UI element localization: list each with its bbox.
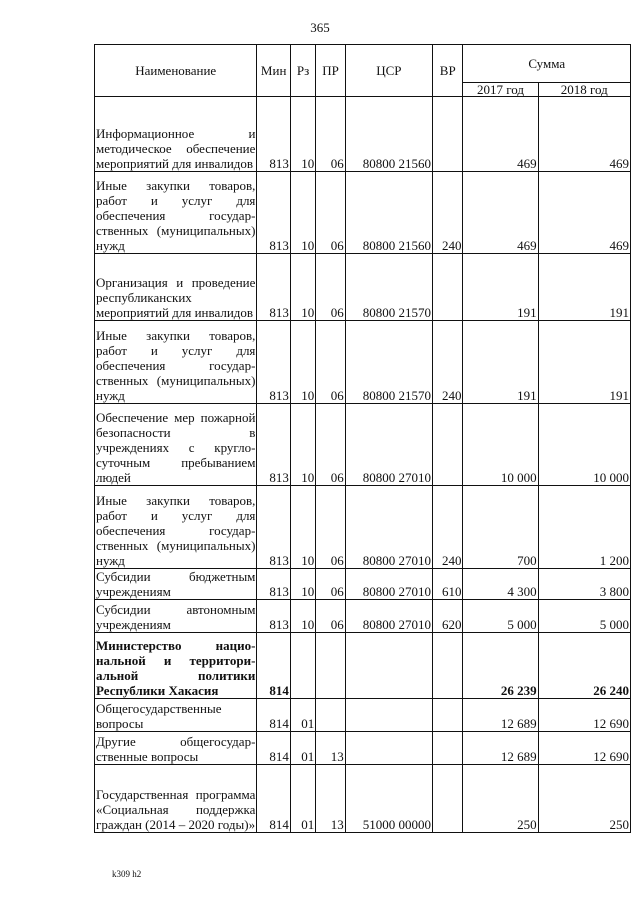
cell-sum-2018: 1 200 bbox=[538, 486, 630, 569]
cell-min: 813 bbox=[257, 254, 291, 321]
cell-rz bbox=[290, 633, 315, 699]
cell-csr bbox=[345, 699, 432, 732]
cell-sum-2018: 469 bbox=[538, 172, 630, 254]
cell-pr: 06 bbox=[316, 254, 345, 321]
cell-pr: 06 bbox=[316, 569, 345, 600]
cell-name: Информационное и методическое обеспечение мероприятий для инвалидов bbox=[95, 97, 257, 172]
cell-sum-2018: 12 690 bbox=[538, 732, 630, 765]
cell-csr: 80800 27010 bbox=[345, 486, 432, 569]
footer-code: k309 h2 bbox=[112, 869, 142, 879]
table-row bbox=[95, 699, 631, 732]
header-2017: 2017 год bbox=[463, 83, 538, 97]
cell-sum-2017: 10 000 bbox=[463, 404, 538, 486]
cell-sum-2018: 5 000 bbox=[538, 600, 630, 633]
cell-name: Иные закупки товаров, работ и услуг для обеспечения государственных (муниципальных) нужд bbox=[95, 172, 257, 254]
cell-csr: 80800 27010 bbox=[345, 569, 432, 600]
header-name: Наименование bbox=[95, 45, 257, 97]
cell-csr bbox=[345, 633, 432, 699]
cell-name: Другие общегосударственные вопросы bbox=[95, 732, 257, 765]
cell-pr: 06 bbox=[316, 600, 345, 633]
header-min: Мин bbox=[257, 45, 291, 97]
cell-rz: 10 bbox=[290, 172, 315, 254]
cell-min: 813 bbox=[257, 172, 291, 254]
cell-min: 814 bbox=[257, 633, 291, 699]
table-row bbox=[95, 569, 631, 600]
cell-sum-2017: 191 bbox=[463, 254, 538, 321]
cell-vr: 240 bbox=[433, 486, 463, 569]
table-body bbox=[95, 97, 631, 833]
cell-min: 814 bbox=[257, 699, 291, 732]
cell-vr bbox=[433, 732, 463, 765]
table-row bbox=[95, 321, 631, 404]
cell-csr bbox=[345, 732, 432, 765]
cell-min: 813 bbox=[257, 321, 291, 404]
cell-sum-2018: 469 bbox=[538, 97, 630, 172]
cell-name: Субсидии бюджетным учреждениям bbox=[96, 569, 256, 599]
cell-vr: 620 bbox=[433, 600, 463, 633]
cell-vr: 240 bbox=[433, 321, 463, 404]
cell-sum-2017: 12 689 bbox=[463, 699, 538, 732]
cell-vr bbox=[433, 699, 463, 732]
cell-rz: 01 bbox=[290, 699, 315, 732]
cell-rz: 01 bbox=[290, 732, 315, 765]
cell-sum-2018: 191 bbox=[538, 254, 630, 321]
cell-pr: 13 bbox=[316, 732, 345, 765]
cell-rz: 10 bbox=[290, 486, 315, 569]
cell-csr: 80800 27010 bbox=[345, 404, 432, 486]
cell-vr: 610 bbox=[433, 569, 463, 600]
cell-vr bbox=[433, 404, 463, 486]
cell-sum-2017: 26 239 bbox=[463, 633, 538, 699]
cell-vr: 240 bbox=[433, 172, 463, 254]
cell-sum-2017: 250 bbox=[463, 765, 538, 833]
cell-csr: 51000 00000 bbox=[345, 765, 432, 833]
cell-min: 813 bbox=[257, 600, 291, 633]
cell-pr bbox=[316, 633, 345, 699]
cell-name: Общегосударственные вопросы bbox=[95, 699, 257, 732]
table-row bbox=[95, 172, 631, 254]
cell-rz: 10 bbox=[290, 321, 315, 404]
table-row bbox=[95, 404, 631, 486]
cell-sum-2018: 250 bbox=[538, 765, 630, 833]
cell-sum-2017: 700 bbox=[463, 486, 538, 569]
cell-name: Обеспечение мер пожарной безопасности в учреждениях с круглосуточным пребыванием людей bbox=[95, 404, 257, 486]
cell-min: 813 bbox=[257, 404, 291, 486]
cell-vr bbox=[433, 254, 463, 321]
cell-rz: 10 bbox=[290, 97, 315, 172]
cell-rz: 10 bbox=[290, 254, 315, 321]
header-rz: Рз bbox=[290, 45, 315, 97]
cell-pr: 06 bbox=[316, 404, 345, 486]
cell-sum-2018: 191 bbox=[538, 321, 630, 404]
page-number: 365 bbox=[310, 20, 330, 35]
cell-csr: 80800 21570 bbox=[345, 254, 432, 321]
cell-name: Иные закупки товаров, работ и услуг для обеспечения государственных (муниципальных) нужд bbox=[95, 486, 257, 569]
header-sum: Сумма bbox=[463, 45, 631, 83]
table-header bbox=[95, 45, 631, 97]
cell-min: 813 bbox=[257, 97, 291, 172]
cell-sum-2017: 469 bbox=[463, 97, 538, 172]
cell-rz: 10 bbox=[290, 569, 315, 600]
cell-min: 814 bbox=[257, 765, 291, 833]
cell-sum-2017: 4 300 bbox=[463, 569, 538, 600]
cell-min: 813 bbox=[257, 569, 291, 600]
cell-csr: 80800 21560 bbox=[345, 97, 432, 172]
table-row bbox=[95, 97, 631, 172]
table-row bbox=[95, 765, 631, 833]
cell-rz: 10 bbox=[290, 404, 315, 486]
cell-sum-2018: 3 800 bbox=[538, 569, 630, 600]
cell-vr bbox=[433, 633, 463, 699]
cell-min: 814 bbox=[257, 732, 291, 765]
cell-name: Министерство национальной и территориальной политики Республики Хакасия bbox=[95, 633, 257, 699]
cell-rz: 10 bbox=[290, 600, 315, 633]
header-2018: 2018 год bbox=[538, 83, 630, 97]
table-row bbox=[95, 732, 631, 765]
table-row bbox=[95, 486, 631, 569]
cell-pr: 06 bbox=[316, 321, 345, 404]
cell-min: 813 bbox=[257, 486, 291, 569]
cell-sum-2017: 469 bbox=[463, 172, 538, 254]
header-vr: ВР bbox=[433, 45, 463, 97]
table-row bbox=[95, 600, 631, 633]
cell-pr: 06 bbox=[316, 97, 345, 172]
cell-csr: 80800 21570 bbox=[345, 321, 432, 404]
cell-pr bbox=[316, 699, 345, 732]
table-row bbox=[95, 254, 631, 321]
cell-vr bbox=[433, 97, 463, 172]
cell-pr: 13 bbox=[316, 765, 345, 833]
cell-name: Субсидии автономным учреждениям bbox=[95, 600, 257, 633]
cell-sum-2018: 10 000 bbox=[538, 404, 630, 486]
header-csr: ЦСР bbox=[345, 45, 432, 97]
cell-name: Иные закупки товаров, работ и услуг для обеспечения государственных (муниципальных) нужд bbox=[95, 321, 257, 404]
cell-sum-2017: 191 bbox=[463, 321, 538, 404]
cell-csr: 80800 21560 bbox=[345, 172, 432, 254]
budget-table bbox=[94, 44, 631, 833]
cell-sum-2017: 12 689 bbox=[463, 732, 538, 765]
cell-name: Государственная программа «Социальная поддержка граждан (2014 – 2020 годы)» bbox=[95, 765, 257, 833]
cell-sum-2018: 12 690 bbox=[538, 699, 630, 732]
cell-sum-2018: 26 240 bbox=[538, 633, 630, 699]
cell-pr: 06 bbox=[316, 486, 345, 569]
table-row bbox=[95, 633, 631, 699]
cell-sum-2017: 5 000 bbox=[463, 600, 538, 633]
cell-pr: 06 bbox=[316, 172, 345, 254]
cell-name: Организация и проведение республиканских мероприятий для инвалидов bbox=[95, 254, 257, 321]
cell-csr: 80800 27010 bbox=[345, 600, 432, 633]
cell-vr bbox=[433, 765, 463, 833]
header-pr: ПР bbox=[316, 45, 345, 97]
cell-rz: 01 bbox=[290, 765, 315, 833]
